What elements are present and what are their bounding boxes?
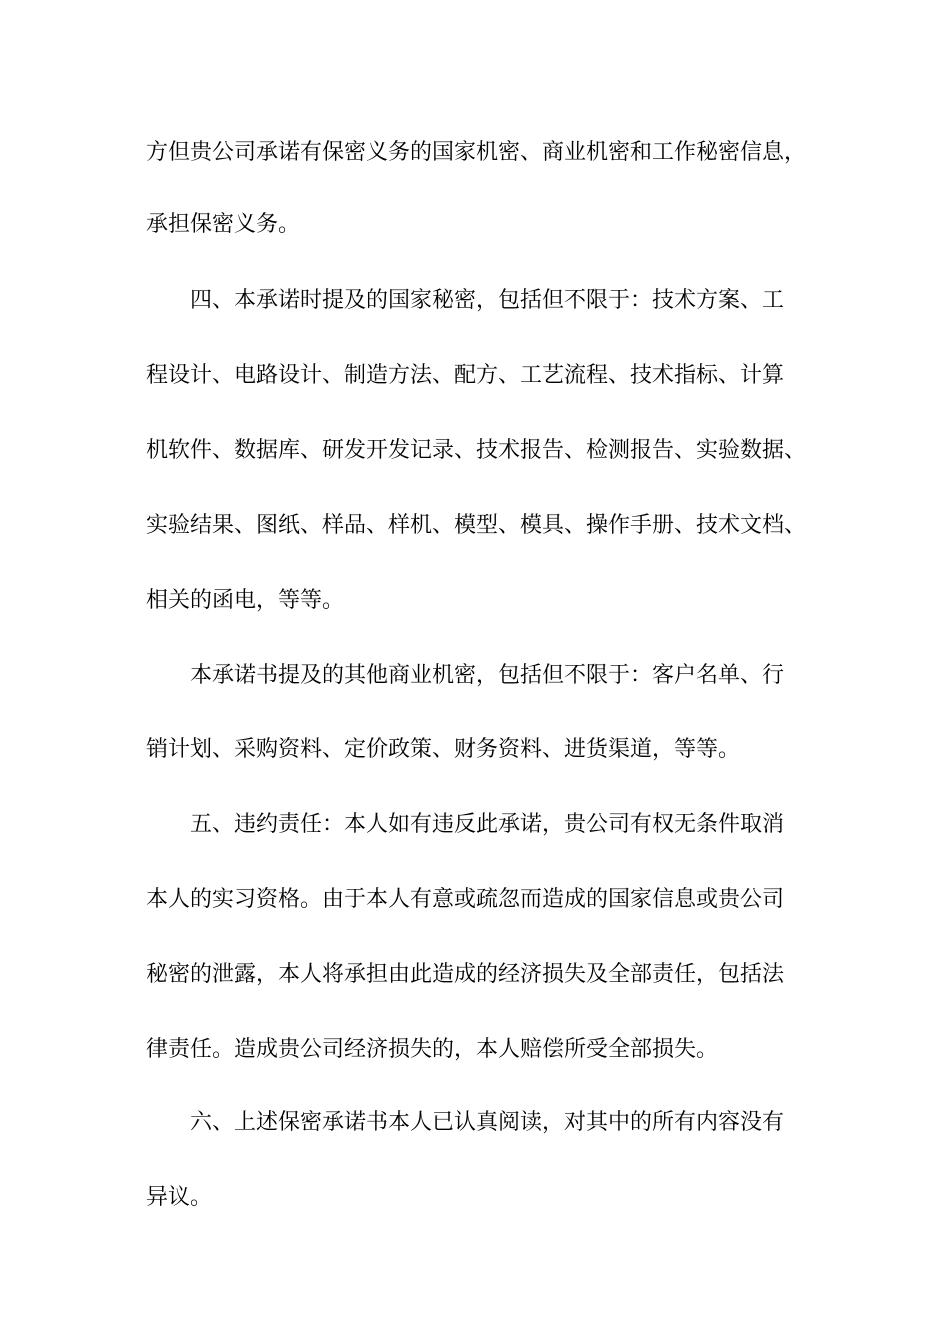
text-line: 相关的函电，等等。 xyxy=(146,588,345,613)
text-line: 机软件、数据库、研发开发记录、技术报告、检测报告、实验数据、 xyxy=(146,438,807,463)
text-line: 方但贵公司承诺有保密义务的国家机密、商业机密和工作秘密信息， xyxy=(146,140,807,165)
paragraph-start-line: 四、本承诺时提及的国家秘密，包括但不限于：技术方案、工 xyxy=(190,288,785,313)
text-line: 异议。 xyxy=(146,1185,213,1210)
paragraph-start-line: 六、上述保密承诺书本人已认真阅读，对其中的所有内容没有 xyxy=(190,1110,785,1135)
text-line: 销计划、采购资料、定价政策、财务资料、进货渠道，等等。 xyxy=(146,737,741,762)
text-line: 本人的实习资格。由于本人有意或疏忽而造成的国家信息或贵公司 xyxy=(146,887,785,912)
text-line: 程设计、电路设计、制造方法、配方、工艺流程、技术指标、计算 xyxy=(146,363,785,388)
text-line: 秘密的泄露，本人将承担由此造成的经济损失及全部责任，包括法 xyxy=(146,962,785,987)
text-line: 实验结果、图纸、样品、样机、模型、模具、操作手册、技术文档、 xyxy=(146,513,807,538)
paragraph-start-line: 五、违约责任：本人如有违反此承诺，贵公司有权无条件取消 xyxy=(190,812,785,837)
text-line: 律责任。造成贵公司经济损失的，本人赔偿所受全部损失。 xyxy=(146,1037,719,1062)
paragraph-start-line: 本承诺书提及的其他商业机密，包括但不限于：客户名单、行 xyxy=(190,663,785,688)
text-line: 承担保密义务。 xyxy=(146,212,301,237)
